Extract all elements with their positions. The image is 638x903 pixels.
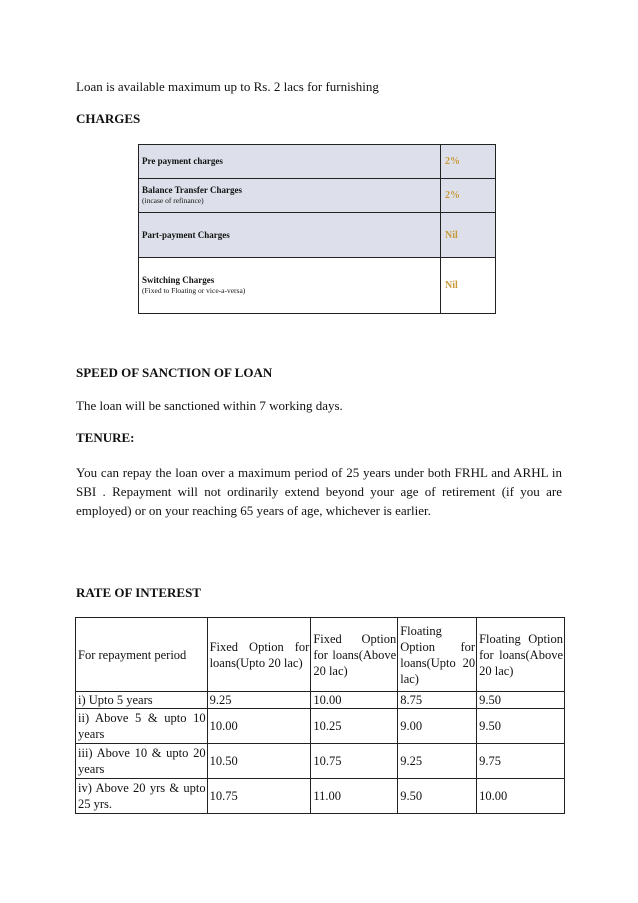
- charge-value: 2%: [441, 145, 496, 179]
- interest-rate-table: [75, 617, 565, 814]
- header-cell: Floating Option for loans(Upto 20 lac): [398, 618, 477, 692]
- speed-heading: SPEED OF SANCTION OF LOAN: [76, 365, 273, 380]
- table-cell: 10.00: [311, 692, 398, 709]
- table-cell: 10.00: [477, 779, 565, 814]
- header-cell: For repayment period: [76, 618, 208, 692]
- header-cell: Fixed Option for loans(Above 20 lac): [311, 618, 398, 692]
- charge-value: 2%: [441, 179, 496, 213]
- table-row: [76, 744, 565, 779]
- table-cell: 10.50: [207, 744, 311, 779]
- table-cell: 9.00: [398, 709, 477, 744]
- charge-value: Nil: [441, 213, 496, 258]
- tenure-text: You can repay the loan over a maximum period of 25 years under both FRHL and ARHL in SBI . Repayment will not ordinarily extend beyond your age of retirement (if you are employed) or on your reaching 65 years of age, whichever is earlier.: [76, 465, 562, 518]
- table-row: [76, 692, 565, 709]
- charge-label: Pre payment charges: [142, 156, 223, 166]
- table-cell: ii) Above 5 & upto 10 years: [76, 709, 208, 744]
- charges-row: [139, 179, 496, 213]
- table-cell: 9.50: [398, 779, 477, 814]
- charges-heading: CHARGES: [76, 111, 141, 126]
- table-cell: 10.75: [207, 779, 311, 814]
- charge-note: (incase of refinance): [142, 196, 204, 205]
- charge-note: (Fixed to Floating or vice-a-versa): [142, 286, 246, 295]
- table-cell: 9.25: [207, 692, 311, 709]
- table-cell: 10.75: [311, 744, 398, 779]
- rate-heading: RATE OF INTEREST: [76, 585, 201, 600]
- table-row: [76, 779, 565, 814]
- charges-row: [139, 258, 496, 314]
- table-cell: iii) Above 10 & upto 20 years: [76, 744, 208, 779]
- table-cell: i) Upto 5 years: [76, 692, 208, 709]
- table-cell: 9.75: [477, 744, 565, 779]
- charges-table: [138, 144, 496, 314]
- table-cell: iv) Above 20 yrs & upto 25 yrs.: [76, 779, 208, 814]
- charge-label: Balance Transfer Charges: [142, 185, 242, 195]
- table-cell: 9.25: [398, 744, 477, 779]
- table-cell: 9.50: [477, 709, 565, 744]
- charge-label: Part-payment Charges: [142, 229, 230, 240]
- table-row: [76, 709, 565, 744]
- charge-value: Nil: [441, 258, 496, 314]
- table-cell: 10.00: [207, 709, 311, 744]
- charge-label: Switching Charges: [142, 275, 215, 285]
- speed-text: The loan will be sanctioned within 7 working days.: [76, 398, 343, 413]
- table-cell: 10.25: [311, 709, 398, 744]
- tenure-heading: TENURE:: [76, 430, 135, 445]
- header-cell: Floating Option for loans(Above 20 lac): [477, 618, 565, 692]
- charges-row: [139, 145, 496, 179]
- table-cell: 8.75: [398, 692, 477, 709]
- charges-row: [139, 213, 496, 258]
- table-header-row: [76, 618, 565, 692]
- header-cell: Fixed Option for loans(Upto 20 lac): [207, 618, 311, 692]
- furnishing-limit-text: Loan is available maximum up to Rs. 2 lacs for furnishing: [76, 79, 379, 94]
- table-cell: 9.50: [477, 692, 565, 709]
- table-cell: 11.00: [311, 779, 398, 814]
